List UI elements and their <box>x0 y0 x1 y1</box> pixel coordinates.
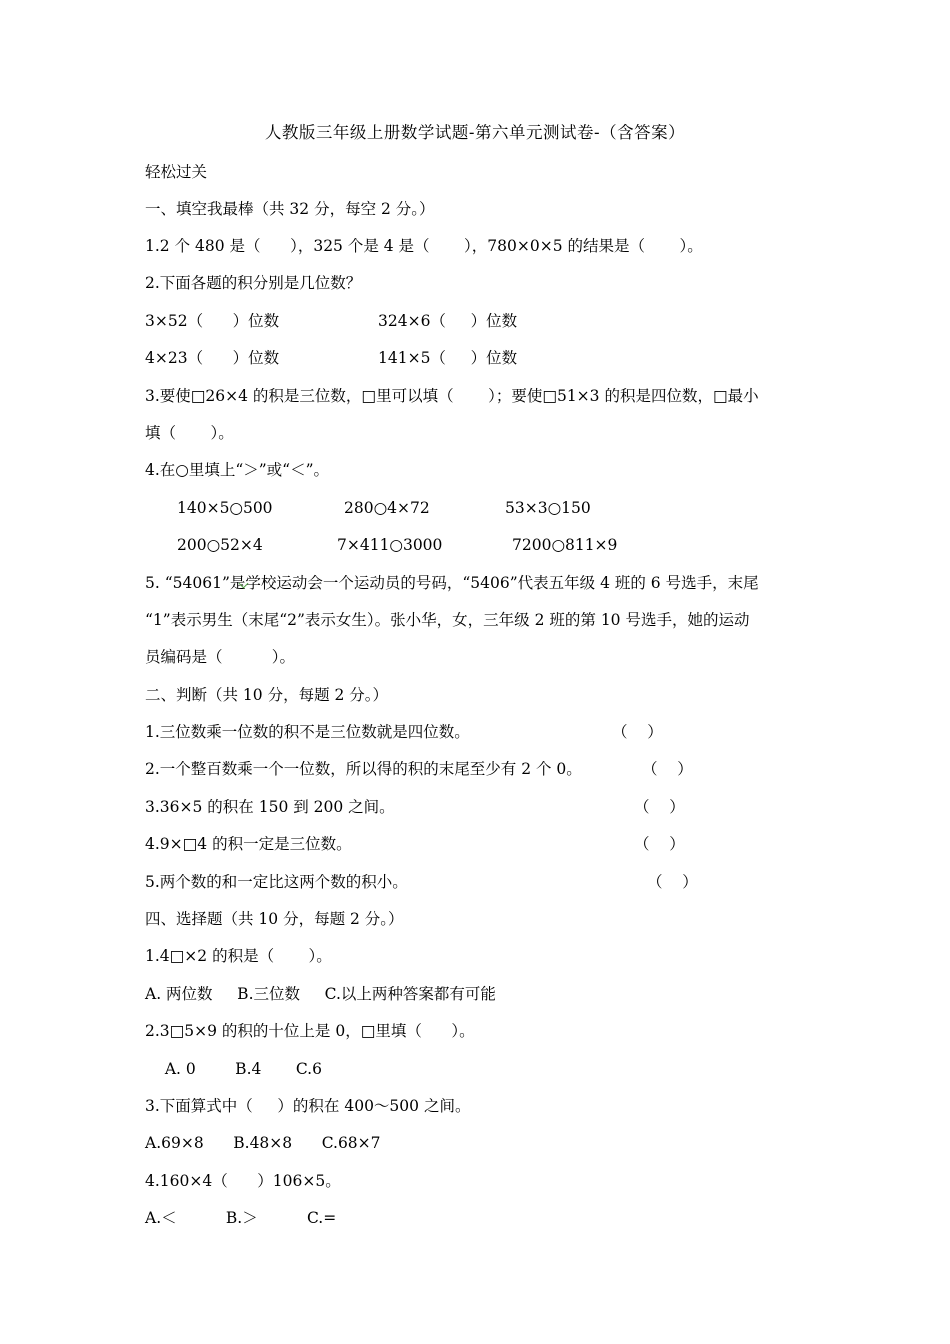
document-title: 人教版三年级上册数学试题-第六单元测试卷-（含答案） <box>264 123 686 142</box>
answer-bracket: （ ） <box>634 798 685 816</box>
section1-q2-row2-right: 141×5（ ）位数 <box>378 349 518 367</box>
section1-q4-item: 7200○811×9 <box>512 536 618 554</box>
section1-q4: 4.在○里填上“＞”或“＜”。 <box>145 461 330 479</box>
section4-q4: 4.160×4（ ）106×5。 <box>145 1172 341 1190</box>
section1-q2: 2.下面各题的积分别是几位数？ <box>145 274 362 292</box>
section1-q4-item: 140×5○500 <box>177 499 273 517</box>
subtitle: 轻松过关 <box>145 163 208 181</box>
section1-q5-line3: 员编码是（ ）。 <box>145 648 296 666</box>
answer-bracket: （ ） <box>612 723 663 741</box>
section1-q5-line2: “1”表示男生（末尾“2”表示女生）。张小华，女，三年级 2 班的第 10 号选手，她的运动 <box>145 611 750 629</box>
section1-q2-row1-right: 324×6（ ）位数 <box>378 312 518 330</box>
section4-heading: 四、选择题（共 10 分，每题 2 分。） <box>145 910 404 928</box>
section4-q4-options: A.＜ B.＞ C.= <box>145 1209 337 1227</box>
section1-q3-line2: 填（ ）。 <box>145 424 234 442</box>
section1-q4-item: 200○52×4 <box>177 536 263 554</box>
section4-q3-options: A.69×8 B.48×8 C.68×7 <box>145 1134 381 1152</box>
section2-item: 1.三位数乘一位数的积不是三位数就是四位数。 <box>145 723 470 741</box>
section1-q3-line1: 3.要使□26×4 的积是三位数，□里可以填（ ）；要使□51×3 的积是四位数，□最小 <box>145 387 759 405</box>
section4-q1: 1.4□×2 的积是（ ）。 <box>145 947 332 965</box>
section1-q4-item: 53×3○150 <box>505 499 591 517</box>
answer-bracket: （ ） <box>647 873 698 891</box>
section1-q2-row2-left: 4×23（ ）位数 <box>145 349 280 367</box>
section1-q2-row1-left: 3×52（ ）位数 <box>145 312 280 330</box>
section2-item: 5.两个数的和一定比这两个数的积小。 <box>145 873 408 891</box>
answer-bracket: （ ） <box>642 760 693 778</box>
answer-bracket: （ ） <box>634 835 685 853</box>
section1-heading: 一、填空我最棒（共 32 分，每空 2 分。） <box>145 200 435 218</box>
section1-q1: 1.2 个 480 是（ ），325 个是 4 是（ ），780×0×5 的结果是（ ）。 <box>145 237 703 255</box>
section2-item: 4.9×□4 的积一定是三位数。 <box>145 835 352 853</box>
section4-q1-options: A. 两位数 B.三位数 C.以上两种答案都有可能 <box>145 985 496 1003</box>
section1-q4-item: 7×411○3000 <box>337 536 443 554</box>
section2-item: 3.36×5 的积在 150 到 200 之间。 <box>145 798 395 816</box>
section2-heading: 二、判断（共 10 分，每题 2 分。） <box>145 686 389 704</box>
section4-q2: 2.3□5×9 的积的十位上是 0，□里填（ ）。 <box>145 1022 475 1040</box>
section4-q3: 3.下面算式中（ ）的积在 400～500 之间。 <box>145 1097 471 1115</box>
section1-q5-line1: 5. “54061”是学校运动会一个运动员的号码，“5406”代表五年级 4 班的 6 号选手，末尾 <box>145 574 759 592</box>
section2-item: 2.一个整百数乘一个一位数，所以得的积的末尾至少有 2 个 0。 <box>145 760 582 778</box>
section4-q2-options: A. 0 B.4 C.6 <box>155 1060 322 1078</box>
section1-q4-item: 280○4×72 <box>344 499 430 517</box>
